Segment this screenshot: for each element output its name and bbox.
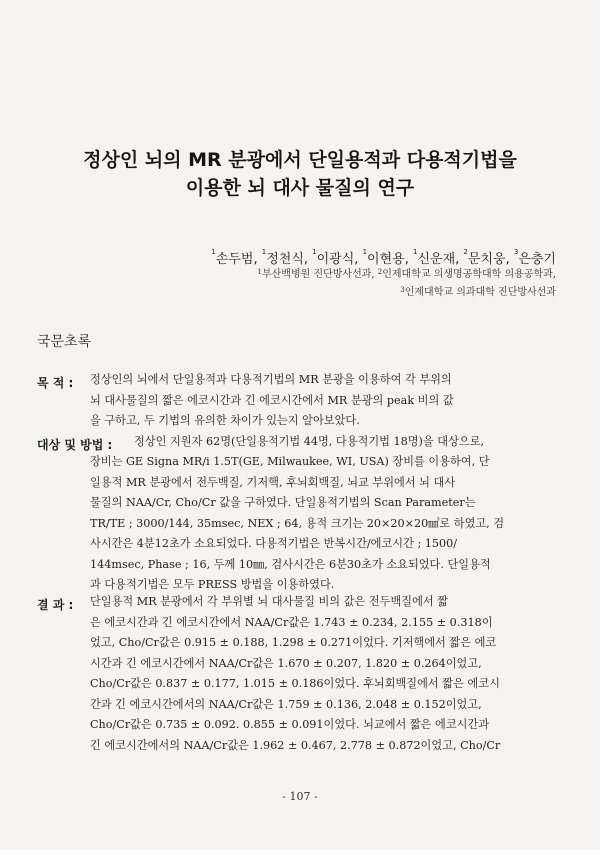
section-text-purpose bbox=[90, 370, 550, 432]
section-label-result: 결 과 : bbox=[37, 598, 74, 612]
author-name: 문치웅, bbox=[467, 252, 514, 267]
author-list bbox=[211, 248, 556, 267]
text-line: 장비는 GE Signa MR/i 1.5T(GE, Milwaukee, WI, USA) 장비를 이용하여, 단 bbox=[90, 455, 490, 468]
author-name: 이광식, bbox=[316, 252, 363, 267]
text-line: 었고, Cho/Cr값은 0.915 ± 0.188, 1.298 ± 0.271이었다. 기저핵에서 짧은 에코 bbox=[90, 636, 497, 649]
text-line: 물질의 NAA/Cr, Cho/Cr 값을 구하였다. 단일용적기법의 Scan Parameter는 bbox=[90, 496, 476, 509]
text-line: TR/TE ; 3000/144, 35msec, NEX ; 64, 용적 크기는 20×20×20㎣로 하였고, 검 bbox=[90, 516, 505, 530]
section-text-method-first-line bbox=[134, 432, 552, 453]
affiliation-marker: 1 bbox=[257, 268, 262, 276]
text-line: 과 다용적기법은 모두 PRESS 방법을 이용하였다. bbox=[90, 578, 335, 591]
author-name: 손두범, bbox=[215, 252, 262, 267]
text-line: 을 구하고, 두 기법의 유의한 차이가 있는지 알아보았다. bbox=[90, 414, 360, 427]
page-number: - 107 - bbox=[282, 790, 318, 803]
author-affiliation-marker: 1 bbox=[211, 248, 216, 256]
author-affiliation-marker: 1 bbox=[312, 248, 317, 256]
affiliation-marker: 3 bbox=[400, 286, 405, 294]
section-label-method: 대상 및 방법 : bbox=[37, 438, 113, 452]
author-affiliation-marker: 1 bbox=[413, 248, 418, 256]
section-label-purpose: 목 적 : bbox=[37, 376, 74, 390]
text-line: 144msec, Phase ; 16, 두께 10㎜, 검사시간은 6분30초가 소요되었다. 단일용적 bbox=[90, 557, 491, 571]
paper-title-line-2: 이용한 뇌 대사 물질의 연구 bbox=[185, 177, 415, 199]
text-line: 긴 에코시간에서의 NAA/Cr값은 1.962 ± 0.467, 2.778 ± 0.872이었고, Cho/Cr bbox=[90, 738, 501, 752]
paper-title bbox=[40, 146, 560, 202]
author-affiliation-marker: 1 bbox=[261, 248, 267, 256]
affiliation-text: 부산백병원 진단방사선과, bbox=[261, 269, 378, 280]
text-line: 시간과 긴 에코시간에서 NAA/Cr값은 1.670 ± 0.207, 1.820 ± 0.264이었고, bbox=[90, 656, 482, 670]
abstract-heading: 국문초록 bbox=[37, 334, 92, 350]
affiliation-line-1 bbox=[258, 268, 557, 282]
text-line: 일용적 MR 분광에서 전두백질, 기저핵, 후뇌회백질, 뇌교 부위에서 뇌 대사 bbox=[90, 475, 456, 489]
author-name: 신운재, bbox=[417, 252, 464, 267]
author-affiliation-marker: 3 bbox=[513, 248, 519, 256]
author-name: 정천식, bbox=[266, 252, 313, 267]
text-line: 사시간은 4분12초가 소요되었다. 다용적기법은 반복시간/에코시간 ; 1500/ bbox=[90, 537, 458, 550]
author-affiliation-marker: 2 bbox=[463, 248, 468, 256]
author-affiliation-marker: 1 bbox=[362, 248, 368, 256]
text-line: 간과 긴 에코시간에서의 NAA/Cr값은 1.759 ± 0.136, 2.048 ± 0.152이었고, bbox=[90, 697, 482, 711]
text-line: 정상인 지원자 62명(단일용적기법 44명, 다용적기법 18명)을 대상으로, bbox=[134, 435, 485, 448]
section-text-result bbox=[90, 592, 552, 756]
text-line: 정상인의 뇌에서 단일용적과 다용적기법의 MR 분광을 이용하여 각 부위의 bbox=[90, 373, 452, 386]
text-line: 단일용적 MR 분광에서 각 부위별 뇌 대사물질 비의 값은 전두백질에서 짧 bbox=[90, 595, 449, 608]
author-name: 이현용, bbox=[367, 252, 413, 267]
text-line: Cho/Cr값은 0.735 ± 0.092. 0.855 ± 0.091이었다. 뇌교에서 짧은 에코시간과 bbox=[90, 718, 490, 731]
text-line: Cho/Cr값은 0.837 ± 0.177, 1.015 ± 0.186이었다. 후뇌회백질에서 짧은 에코시 bbox=[90, 677, 500, 690]
affiliation-text: 인제대학교 의과대학 진단방사선과 bbox=[404, 287, 556, 298]
affiliation-text: 인제대학교 의생명공학대학 의용공학과, bbox=[382, 269, 556, 280]
author-name: 은충기 bbox=[518, 252, 556, 267]
paper-title-line-1: 정상인 뇌의 MR 분광에서 단일용적과 다용적기법을 bbox=[83, 149, 517, 171]
section-text-method bbox=[90, 452, 552, 596]
affiliation-line-2 bbox=[400, 286, 556, 300]
affiliation-marker: 2 bbox=[377, 268, 383, 276]
text-line: 뇌 대사물질의 짧은 에코시간과 긴 에코시간에서 MR 분광의 peak 비의 값 bbox=[90, 393, 454, 407]
text-line: 은 에코시간과 긴 에코시간에서 NAA/Cr값은 1.743 ± 0.234, 2.155 ± 0.318이 bbox=[90, 615, 493, 629]
